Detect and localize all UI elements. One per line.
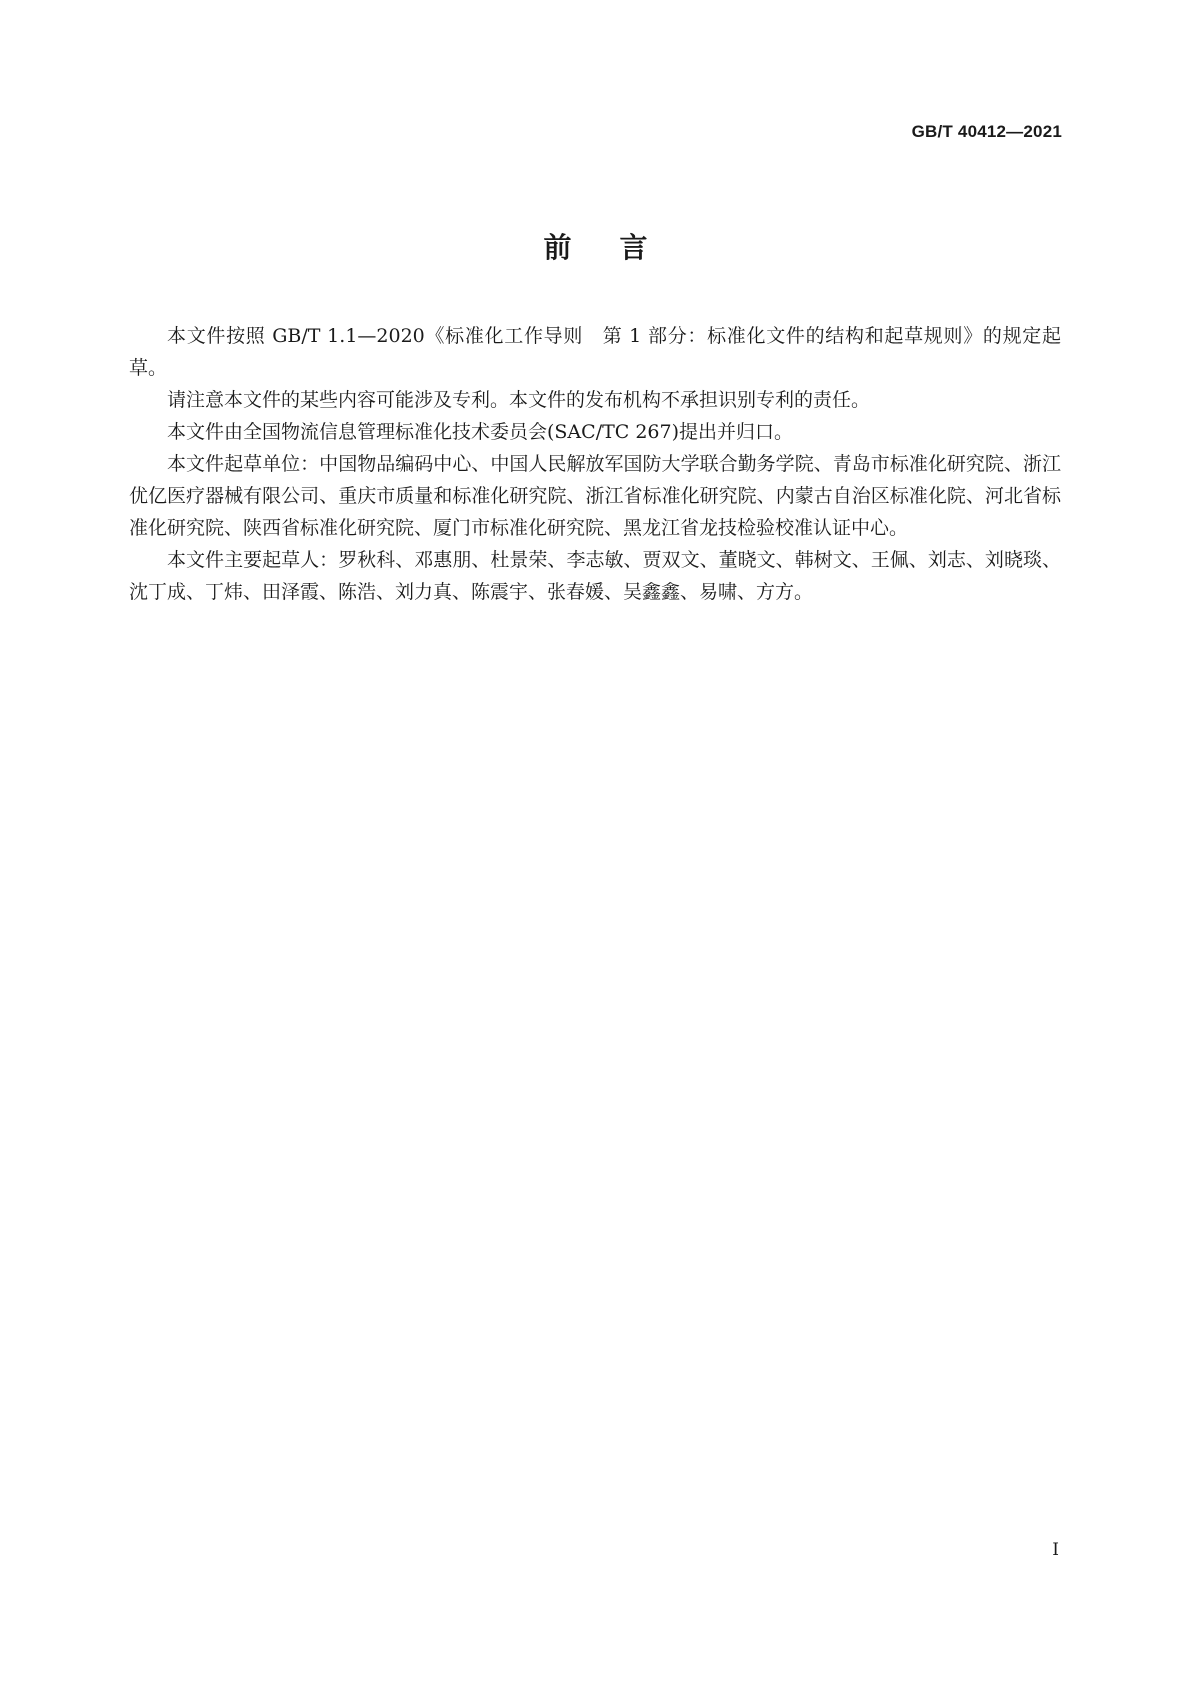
section-title (0, 226, 1191, 266)
paragraph-patent-notice: 请注意本文件的某些内容可能涉及专利。本文件的发布机构不承担识别专利的责任。 (167, 389, 871, 411)
section-title-char-1: 前 (543, 231, 572, 264)
paragraph-proposer: 本文件由全国物流信息管理标准化技术委员会(SAC/TC 267)提出并归口。 (167, 421, 794, 443)
paragraph-drafting-rules: 本文件按照 GB/T 1.1—2020《标准化工作导则 第 1 部分：标准化文件的结构和起草规则》的规定起草。 (129, 325, 1061, 379)
standard-number: GB/T 40412—2021 (911, 122, 1062, 141)
paragraph-drafters: 本文件主要起草人：罗秋科、邓惠朋、杜景荣、李志敏、贾双文、董晓文、韩树文、王佩、刘志、刘晓琰、沈丁成、丁炜、田泽霞、陈浩、刘力真、陈震宇、张春媛、吴鑫鑫、易啸、方方。 (129, 549, 1061, 603)
page-number: I (1052, 1540, 1059, 1560)
section-title-char-2: 言 (619, 231, 648, 264)
paragraph-drafting-units: 本文件起草单位：中国物品编码中心、中国人民解放军国防大学联合勤务学院、青岛市标准化研究院、浙江优亿医疗器械有限公司、重庆市质量和标准化研究院、浙江省标准化研究院、内蒙古自治区标准化院、河北省标准化研究院、陕西省标准化研究院、厦门市标准化研究院、黑龙江省龙技检验校准认证中心。 (129, 453, 1061, 539)
foreword-body (129, 320, 1061, 608)
